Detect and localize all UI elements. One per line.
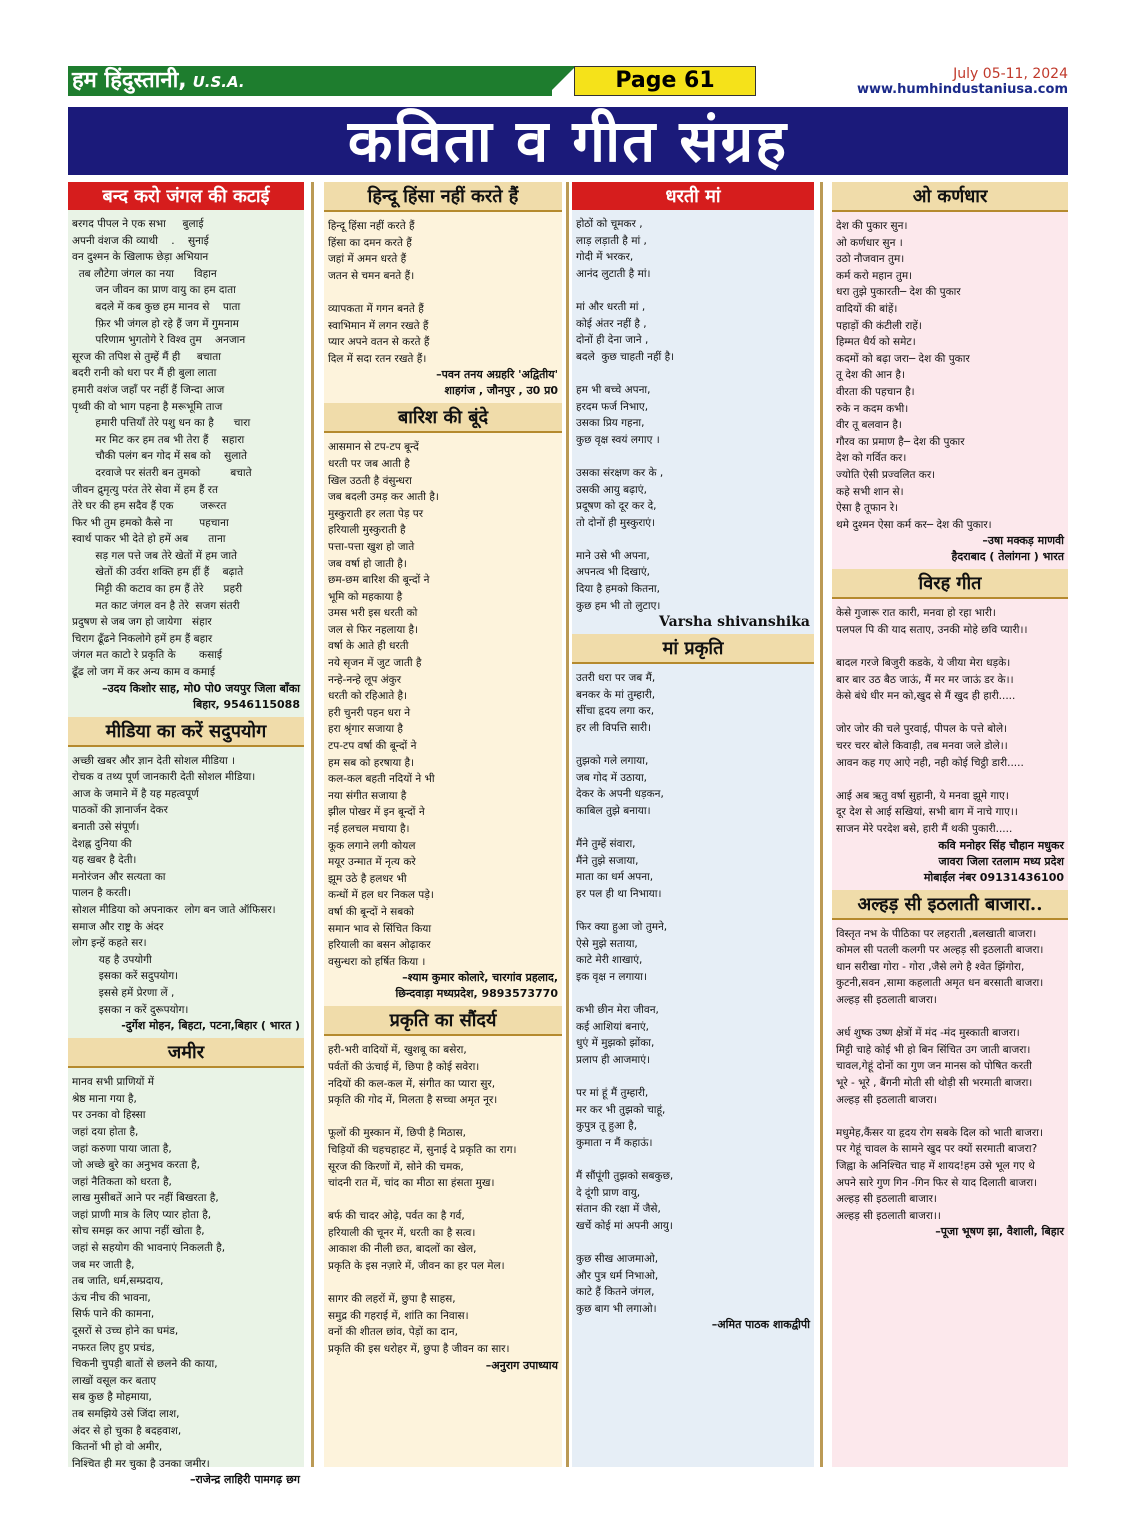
masthead (68, 66, 1068, 100)
column-divider (311, 182, 314, 1467)
poem-author: –पूजा भूषण झा, वैशाली, बिहार (935, 1225, 1064, 1239)
page-number: Page 61 (574, 66, 756, 96)
poem-author: –पवन तनय अग्रहरि 'अद्वितीय' शाहगंज , जौनपुर , उ0 प्र0 (436, 368, 558, 398)
poem-body: होठों को चूमकर , लाड़ लड़ाती है मां , गोदी में भरकर, आनंद लुटाती है मां। मां और धरती मां , कोई अंतर नहीं है , दोनों ही देना जाने , बदले कुछ चाहती नहीं है। हम भी बच्चे अपना, हरदम फर्ज निभाए, उसका प्रिय गहना, कुछ वृक्ष स्वयं लगाए । उसका संरक्षण कर के , उसकी आयु बढ़ाएं, प्रदूषण को दूर कर दे, तो दोनों ही मुस्कुराएं। माने उसे भी अपना, अपनत्व भी दिखाएं, दिया है हमको कितना, कुछ हम भी तो लुटाए। (576, 218, 675, 612)
poem-title: जमीर (68, 1038, 304, 1068)
poem-title: ओ कर्णधार (832, 182, 1068, 212)
poem-author: कवि मनोहर सिंह चौहान मधुकर जावरा जिला रतलाम मध्य प्रदेश मोबाईल नंबर 09131436100 (923, 838, 1064, 884)
brand-suffix: U.S.A. (192, 73, 245, 91)
poem-body: अच्छी खबर और ज्ञान देती सोशल मीडिया । रोचक व तथ्य पूर्ण जानकारी देती सोशल मीडिया। आज के जमाने में है यह महत्वपूर्ण पाठकों की ज्ञानार्जन देकर बनाती उसे संपूर्ण। देशह्न दुनिया की यह खबर है देती। मनोरंजन और सत्यता का पालन है करती। सोशल मीडिया को अपनाकर लोग बन जाते ऑफिसर। समाज और राष्ट्र के अंदर लोग इन्हें कहते सर। यह है उपयोगी इसका करें सदुपयोग। इससे हमें प्रेरणा लें , इसका न करें दुरूपयोग। (72, 754, 276, 1016)
poem-title: विरह गीत (832, 569, 1068, 599)
poem-body: हरी-भरी वादियों में, खुशबू का बसेरा, पर्वतों की ऊंचाई में, छिपा है कोई सवेरा। नदियों की कल-कल में, संगीत का प्यारा सुर, प्रकृति की गोद में, मिलता है सच्चा अमृत नूर। फूलों की मुस्कान में, छिपी है मिठास, चिड़ियों की चहचहाहट में, सुनाई दे प्रकृति का राग। सूरज की किरणों में, सोने की चमक, चांदनी रात में, चांद का मीठा सा हंसता मुख। बर्फ की चादर ओढ़े, पर्वत का है गर्व, हरियाली की चूनर में, धरती का है सत्व। आकाश की नीली छत, बादलों का खेल, प्रकृति के इस नज़ारे में, जीवन का हर पल मेल। सागर की लहरों में, छुपा है साहस, समुद्र की गहराई में, शांति का निवास। वनों की शीतल छांव, पेड़ों का दान, प्रकृति की इस धरोहर में, छुपा है जीवन का सार। (328, 1044, 517, 1356)
brand-name: हम हिंदुस्तानी, (72, 68, 187, 93)
column-2 (324, 182, 562, 1467)
page-number-box (546, 66, 756, 96)
poem-author: –अमित पाठक शाकद्वीपी (711, 1318, 810, 1332)
column-divider (820, 182, 823, 1467)
dateline (857, 66, 1068, 97)
website-url: www.humhindustaniusa.com (856, 82, 1068, 97)
page-box-wedge (546, 66, 576, 96)
section-banner: कविता व गीत संग्रह (68, 107, 1068, 175)
column-divider (566, 182, 569, 1467)
poem-body: बरगद पीपल ने एक सभा बुलाई अपनी वंशज की व्याथी . सुनाई वन दुश्मन के खिलाफ छेड़ा अभियान तब लौटेगा जंगल का नया विहान जन जीवन का प्राण वायु का हम दाता बदले में कब कुछ हम मानव से पाता फ़िर भी जंगल हो रहे हैं जग में गुमनाम परिणाम भुगतोगे रे विश्व तुम अनजान सूरज की तपिश से तुम्हें मैं ही बचाता बदरी रानी को धरा पर मैं ही बुला लाता हमारी वशंज जहाँ पर नहीं हैं जिन्दा आज पृथ्वी की वो भाग पहना है मरूभूमि ताज हमारी पत्तियाँ तेरे पशु धन का है चारा मर मिट कर हम तब भी तेरा हैं सहारा चौकी पलंग बन गोद में सब को सुलाते दरवाजे पर संतरी बन तुमको बचाते जीवन द्रुमृत्यु परंत तेरे सेवा में हम हैं रत तेरे घर की हम सदैव हैं एक जरूरत फिर भी तुम हमको कैसे ना पहचाना स्वार्थ पाकर भी देते हो हमें अब ताना सड़ गल पत्ते जब तेरे खेतों में हम जाते खेतों की उर्वरा शक्ति हम हीं हैं बढ़ाते मिट्टी की कटाव का हम हैं तेरे प्रहरी मत काट जंगल वन है तेरे सजग संतरी प्रदुषण से जब जग हो जायेगा संहार चिराग ढूँढने निकलोगे हमें हम हैं बहार जंगल मत काटो रे प्रकृति के कसाई ढूँढ लो जग में कर अन्य काम व कमाई (72, 218, 252, 679)
poem-title: बन्द करो जंगल की कटाई (68, 182, 304, 210)
poem-title: हिन्दू हिंसा नहीं करते हैं (324, 182, 562, 212)
poem-body: आसमान से टप-टप बून्दें धरती पर जब आती है खिल उठती है वंसुन्धरा जब बदली उमड़ कर आती है। मुस्कुराती हर लता पेड़ पर हरियाली मुस्कुराती है पत्ता-पत्ता खुश हो जाते जब वर्षा हो जाती है। छम-छम बारिश की बून्दों ने भूमि को महकाया है उमस भरी इस धरती को जल से फिर नहलाया है। वर्षा के आते ही धरती नये सृजन में जुट जाती है नन्हे-नन्हे लूप अंकुर धरती को रहिआते है। हरी चुनरी पहन धरा ने हरा श्रृंगार सजाया है टप-टप वर्षा की बून्दों ने हम सब को हरषाया है। कल-कल बहती नदियों ने भी नया संगीत सजाया है झील पोखर में इन बून्दों ने नई हलचल मचाया है। कूक लगाने लगी कोयल मयूर उन्मात में नृत्य करे झूम उठे है हलधर भी कन्धों में हल धर निकल पड़े। वर्षा की बून्दों ने सबको समान भाव से सिंचित किया हरियाली का बसन ओढ़ाकर वसुन्धरा को हर्षित किया । (328, 441, 439, 968)
poem-title: धरती मां (572, 182, 814, 210)
poem-author: –राजेन्द्र लाहिरी पामगढ़ छग (189, 1473, 300, 1487)
poem-title: बारिश की बूंदे (324, 403, 562, 433)
poem-author: -दुर्गेश मोहन, बिहटा, पटना,बिहार ( भारत ) (121, 1019, 300, 1033)
poem-title: मां प्रकृति (572, 634, 814, 664)
brand-logo (68, 66, 552, 96)
poem-body: विस्तृत नभ के पीठिका पर लहराती ,बलखाती बाजरा। कोमल सी पतली कलगी पर अल्हड़ सी इठलाती बाजरा। धान सरीखा गोरा - गोरा ,जैसे लगे है श्वेत झिंगोरा, कुटनी,सवन ,सामा कहलाती अमृत धन बरसाती बाजरा। अल्हड़ सी इठलाती बाजरा। अर्ध शुष्क उष्ण क्षेत्रों में मंद -मंद मुस्काती बाजरा। मिट्टी चाहे कोई भी हो बिन सिंचित उग जाती बाजरा। चावल,गेहूं दोनों का गुण जन मानस को पोषित करती भूरे - भूरे , बैंगनी मोती सी थोड़ी सी भरमाती बाजरा। अल्हड़ सी इठलाती बाजरा। मधुमेह,कैंसर या हृदय रोग सबके दिल को भाती बाजरा। पर गेहूं चावल के सामने खुद पर क्यों सरमाती बाजरा? जिह्वा के अनिश्चित चाह में शायद!हम उसे भूल गए थे अपने सारे गुण गिन -गिन फिर से याद दिलाती बाजरा। अल्हड़ सी इठलाती बाजार। अल्हड़ सी इठलाती बाजरा।। (836, 927, 1044, 1222)
poem-author: –श्याम कुमार कोलारे, चारगांव प्रहलाद, छिन्दवाड़ा मध्यप्रदेश, 9893573770 (395, 971, 558, 1001)
column-3 (572, 182, 814, 1467)
column-1 (68, 182, 304, 1487)
poem-author: –अनुराग उपाध्याय (485, 1358, 558, 1372)
poem-body: केसे गुजारू रात कारी, मनवा हो रहा भारी। पलपल पि की याद सताए, उनकी मोहे छवि प्यारी।। बादल गरजे बिजुरी कडके, ये जीया मेरा धड़के। बार बार उठ बैठ जाऊं, मैं मर मर जाऊं डर के।। केसे बंधे धीर मन को,खुद से मैं खुद ही हारी..... जोर जोर की चले पुरवाई, पीपल के पत्ते बोले। चरर चरर बोले किवाड़ी, तब मनवा जले डोले।। आवन कह गए आऐ नही, नही कोई चिट्ठी डारी..... आई अब ऋतु वर्षा सुहानी, ये मनवा झूमे गाए। दूर देश से आई सखियां, सभी बाग में नाचे गाए।। साजन मेरे परदेश बसे, हारी मैं थकी पुकारी..... (836, 607, 1028, 835)
poem-title: मीडिया का करें सदुपयोग (68, 717, 304, 747)
poem-author: Varsha shivanshika (659, 614, 810, 631)
poem-author: –उषा मक्कड़ माणवी हैदराबाद ( तेलांगना ) भारत (951, 534, 1064, 564)
poem-body: मानव सभी प्राणियों में श्रेष्ठ माना गया है, पर उनका वो हिस्सा जहां दया होता है, जहां करुणा पाया जाता है, जो अच्छे बुरे का अनुभव करता है, जहां नैतिकता को धरता है, लाख मुसीबतें आने पर नहीं बिखरता है, जहां प्राणी मात्र के लिए प्यार होता है, सोच समझ कर आपा नहीं खोता है, जहां से सहयोग की भावनाएं निकलती है, जब मर जाती है, तब जाति, धर्म,सम्प्रदाय, ऊंच नीच की भावना, सिर्फ पाने की कामना, दूसरों से उच्च होने का घमंड, नफरत लिए हुए प्रचंड, चिकनी चुपड़ी बातों से छलने की काया, लाखों वसूल कर बताए सब कुछ है मोहमाया, तब समझिये उसे जिंदा लाश, अंदर से हो चुका है बदहवाश, कितनों भी हो वो अमीर, निश्चित ही मर चुका है उनका जमीर। (72, 1076, 226, 1470)
issue-date: July 05-11, 2024 (953, 66, 1068, 82)
poem-title: अल्हड़ सी इठलाती बाजारा.. (832, 890, 1068, 920)
poem-body: उतरी धरा पर जब मैं, बनकर के मां तुम्हारी, सींचा हृदय लगा कर, हर ली विपत्ति सारी। तुझको गले लगाया, जब गोद में उठाया, देकर के अपनी धड़कन, काबिल तुझे बनाया। मैंने तुम्हें संवारा, मैंने तुझे सजाया, माता का धर्म अपना, हर पल ही था निभाया। फिर क्या हुआ जो तुमने, ऐसे मुझे सताया, काटे मेरी शाखाएं, इक वृक्ष न लगाया। कभी छीन मेरा जीवन, कई आशियां बनाएं, धुएं में मुझको झोंका, प्रलाप ही आजमाएं। पर मां हूं मैं तुम्हारी, मर कर भी तुझको चाहूं, कुपुत्र तू हुआ है, कुमाता न मैं कहाऊं। मैं सौंपूंगी तुझको सबकुछ, दे दूंगी प्राण वायु, संतान की रक्षा में जैसे, खर्चे कोई मां अपनी आयु। कुछ सीख आजमाओ, और पुत्र धर्म निभाओ, काटे हैं कितने जंगल, कुछ बाग भी लगाओ। (576, 672, 674, 1315)
poem-body: हिन्दू हिंसा नहीं करते हैं हिंसा का दमन करते हैं जहां में अमन धरते हैं जतन से चमन बनते हैं। व्यापकता में गगन बनते हैं स्वाभिमान में लगन रखते हैं प्यार अपने वतन से करते हैं दिल में सदा रतन रखते हैं। (328, 220, 430, 365)
poem-author: –उदय किशोर साह, मो0 पो0 जयपुर जिला बाँका बिहार, 9546115088 (102, 681, 300, 711)
poem-body: देश की पुकार सुन। ओ कर्णधार सुन । उठो नौजवान तुम। कर्म करो महान तुम। धरा तुझे पुकारती─ देश की पुकार वादियों की बांहें। पहाड़ों की कंटीली राहें। हिम्मत धैर्य को समेट। कदमों को बढ़ा जरा─ देश की पुकार तू देश की आन है। वीरता की पहचान है। रुके न कदम कभी। वीर तू बलवान है। गौरव का प्रमाण है─ देश की पुकार देश को गर्वित कर। ज्योति ऐसी प्रज्वलित कर। कहे सभी शान से। ऐसा है तूफान रे। थमे दुश्मन ऐसा कर्म कर─ देश की पुकार। (836, 220, 992, 531)
column-4 (832, 182, 1068, 1467)
poem-title: प्रकृति का सौंदर्य (324, 1006, 562, 1036)
